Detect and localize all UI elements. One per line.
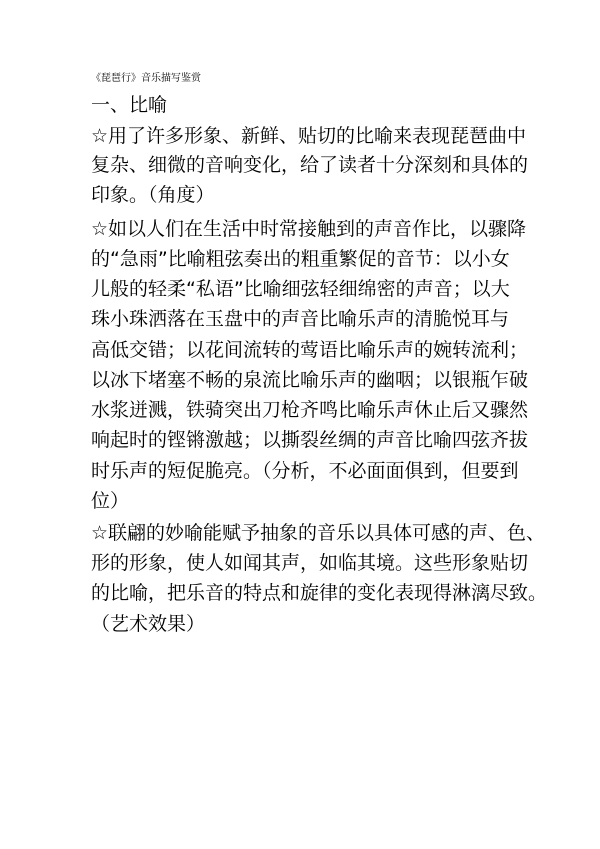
body-line-4: ☆如以人们在生活中时常接触到的声音作比，以骤降 [91,218,527,240]
body-line-8: 高低交错；以花间流转的莺语比喻乐声的婉转流利； [91,339,529,361]
body-line-10: 水浆迸溅，铁骑突出刀枪齐鸣比喻乐声休止后又骤然 [91,399,529,421]
document-title: 《琵琶行》音乐描写鉴赏 [91,73,201,84]
body-line-11: 响起时的铿锵激越；以撕裂丝绸的声音比喻四弦齐拔 [91,429,529,451]
body-line-2: 复杂、细微的音响变化，给了读者十分深刻和具体的 [91,154,529,176]
body-line-13: 位） [91,490,130,512]
body-line-1: ☆用了许多形象、新鲜、贴切的比喻来表现琵琶曲中 [91,125,527,147]
section-heading: 一、比喻 [91,94,168,116]
body-line-17: （艺术效果） [91,613,206,635]
body-line-12: 时乐声的短促脆亮。（分析，不必面面俱到，但要到 [91,460,519,482]
body-line-3: 印象。（角度） [91,184,215,206]
body-line-6: 儿般的轻柔“私语”比喻细弦轻细绵密的声音；以大 [91,278,510,300]
body-line-5: 的“急雨”比喻粗弦奏出的粗重繁促的音节：以小女 [91,248,510,270]
body-line-7: 珠小珠洒落在玉盘中的声音比喻乐声的清脆悦耳与 [91,308,510,330]
body-line-15: 形的形象，使人如闻其声，如临其境。这些形象贴切 [91,552,529,574]
body-line-16: 的比喻，把乐音的特点和旋律的变化表现得淋漓尽致。 [91,582,548,604]
body-line-14: ☆联翩的妙喻能赋予抽象的音乐以具体可感的声、色、 [91,522,546,544]
body-line-9: 以冰下堵塞不畅的泉流比喻乐声的幽咽；以银瓶乍破 [91,369,529,391]
